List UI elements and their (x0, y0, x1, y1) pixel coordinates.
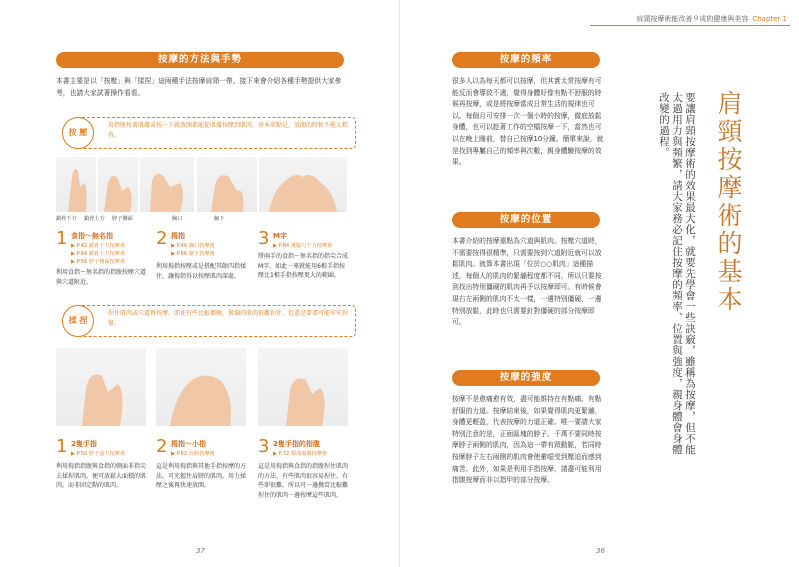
header-rule (590, 25, 790, 26)
position-paragraph: 本書介紹的按摩重點為穴道與肌肉。按壓穴道時，不需要按得很精準，只需要按到穴道附近就可以放鬆肌肉。就算本書出現「位於○○肌肉」這種描述，每個人的肌肉的緊繃程度都不同，所以只要按到找出特別僵硬的肌肉再予以按摩即可。有時候會現右左兩側的肌肉不太一樣，一邊特別僵硬、一邊特別放鬆，此時也只需要針對僵硬的部分按摩即可。 (452, 237, 602, 327)
press-step-3 (258, 228, 350, 298)
strength-paragraph: 按摩不是愈痛愈有效，盡可能維持在有點痛、有點舒服的力道。按摩結束後，如果覺得肌肉更緊繃，身體更輕盈，代表按摩的力道正確。唯一要請大家特別注意的是，正面區塊的脖子，千萬不要同時按摩脖子兩側的肌肉，因為這一帶有頸動脈，若同時按摩脖子左右兩側的肌肉會使暈噁受到壓迫而感到痛苦。此外，如果是利用手指按摩，請盡可能利用指腹按摩而非以指甲的部分按摩。 (452, 395, 602, 485)
frequency-paragraph: 很多人以為每天都可以按摩，但其實太常按摩有可能反而會導致不適，覺得身體好像有點不舒服的時候再按摩，或是將按摩當成日常生活的規律也可以。每個月可安排一次一個小時的按摩，徹底放鬆身體，也可以趁著工作的空檔按摩一下，當然也可以在晚上睡前，替自己按摩10分鐘。簡單來說，就是找到專屬自己的頻率與次數，親身體驗按摩的效果。 (452, 77, 604, 167)
knead-step-1 (56, 436, 151, 516)
press-label: 按 壓 (62, 117, 94, 149)
step-description: 利用拇指指腹與食指的側面非指尖去揉捏肌肉，便可放鬆大面積的肌肉，而非固定點的肌肉。 (56, 463, 147, 489)
photo-knead-1 (56, 348, 146, 426)
running-header (636, 14, 787, 24)
step-title: 拇指～小指 (171, 440, 206, 448)
chapter-big-title: 肩頸按摩術的基本 (714, 90, 743, 314)
step-ref[interactable]: ▶ P.42 鎖骨下方按摩術 (71, 243, 126, 249)
intro-paragraph: 本書主要是以「按壓」與「揉捏」這兩種手法按摩肩頸一帶。接下來會介紹各種手勢提供大家參考，也請大家試著操作看看。 (56, 77, 342, 97)
step-title: 食指～無名指 (71, 232, 113, 240)
page-number-left: 37 (196, 547, 205, 555)
step-number: 3 (258, 228, 270, 249)
step-ref[interactable]: ▶ P.64 鎖骨上方按摩術 (71, 251, 126, 257)
caption-armpit: 腋下 (214, 216, 225, 222)
step-title: 拇指 (171, 232, 185, 240)
caption-chest: 胸口 (172, 216, 183, 222)
running-header-title: 肩頸按摩術能改善９成的健康與美容 (636, 15, 749, 23)
step-description: 將兩手的食指～無名指的指尖合成M字，如此一來就能用6根手指按壓比1根手指按壓更大的範圍。 (258, 253, 349, 279)
step-number: 3 (258, 436, 270, 457)
photo-press-1 (56, 157, 96, 212)
press-note: 用指腹按著肌膚或按一下就放開都能從肌膚按壓到肌肉，基本重點是，放開的時候不能太粗魯。 (108, 122, 349, 139)
section-title-position: 按摩的位置 (452, 212, 600, 228)
step-title: M字 (273, 232, 287, 240)
chapter-label: Chapter 1 (752, 15, 787, 23)
knead-step-3 (258, 436, 350, 516)
section-title-frequency: 按摩的頻率 (452, 52, 600, 68)
step-ref[interactable]: ▶ P.72 頸部後側按摩術 (273, 451, 328, 457)
step-description: 這是用拇指與食指的指腹捏住肌肉的方法，有些肌肉很容易捏住，有些卻很難，所以可一邊撫當比較難捏住的肌肉一邊按摩這些肌肉。 (258, 463, 349, 499)
vertical-intro: 要讓肩頸按摩術的效果最大化，就要先學會一些訣竅，雖稱為按摩，但不能太過用力與頻繁，請大家務必記住按摩的頻率、位置與強度，親身體會身體改變的過程。 (658, 92, 696, 455)
step-number: 1 (56, 436, 68, 457)
step-number: 2 (156, 228, 168, 249)
step-title: 2隻手指的指腹 (273, 440, 320, 448)
step-ref[interactable]: ▶ P.50 脖子前方按摩術 (71, 451, 126, 457)
caption-neck-side: 脖子側面 (112, 216, 133, 222)
knead-label: 揉 捏 (62, 305, 94, 337)
photo-knead-2 (156, 348, 246, 426)
knead-note: 捏住肌肉或穴道再按摩，即使有些比較僵硬、緊繃的肌肉很難捏住，但還是要盡可能牢牢捏緊。 (108, 310, 349, 327)
left-page (0, 0, 399, 567)
photo-press-5 (259, 157, 347, 212)
press-step-1 (56, 228, 151, 298)
right-page (400, 0, 799, 567)
photo-press-2 (98, 157, 138, 212)
caption-clavicle-above: 鎖骨上方 (84, 216, 105, 222)
step-ref[interactable]: ▶ P.62 肩膀按摩術 (171, 451, 215, 457)
section-title-strength: 按摩的強度 (452, 370, 600, 386)
step-ref[interactable]: ▶ P.66 腋下按摩術 (171, 251, 215, 257)
photo-press-3 (140, 157, 194, 212)
knead-step-2 (156, 436, 251, 516)
step-description: 利用拇指按壓或是搭配其餘四指揉住，讓拇指得以按壓肌肉深處。 (156, 263, 247, 280)
step-ref[interactable]: ▶ P.84 後腦勺下方按摩術 (273, 243, 333, 249)
step-description: 這是利用拇指與其他手指按摩的方法。可充握住肩膀的肌肉，用力揉壓之後再快速放開。 (156, 463, 247, 489)
photo-press-4 (197, 157, 257, 212)
press-step-2 (156, 228, 251, 298)
step-description: 利用食指～無名指的指腹按壓穴道與穴道附近。 (56, 269, 147, 286)
page-number-right: 36 (596, 547, 605, 555)
step-title: 2隻手指 (71, 440, 97, 448)
step-ref[interactable]: ▶ P.56 脖子側面按摩術 (71, 259, 126, 265)
step-number: 1 (56, 228, 68, 249)
photo-knead-3 (258, 348, 348, 426)
step-ref[interactable]: ▶ P.46 胸口按摩術 (171, 243, 215, 249)
section-title-methods: 按摩的方法與手勢 (56, 52, 344, 68)
step-number: 2 (156, 436, 168, 457)
caption-clavicle-below: 鎖骨下方 (56, 216, 77, 222)
